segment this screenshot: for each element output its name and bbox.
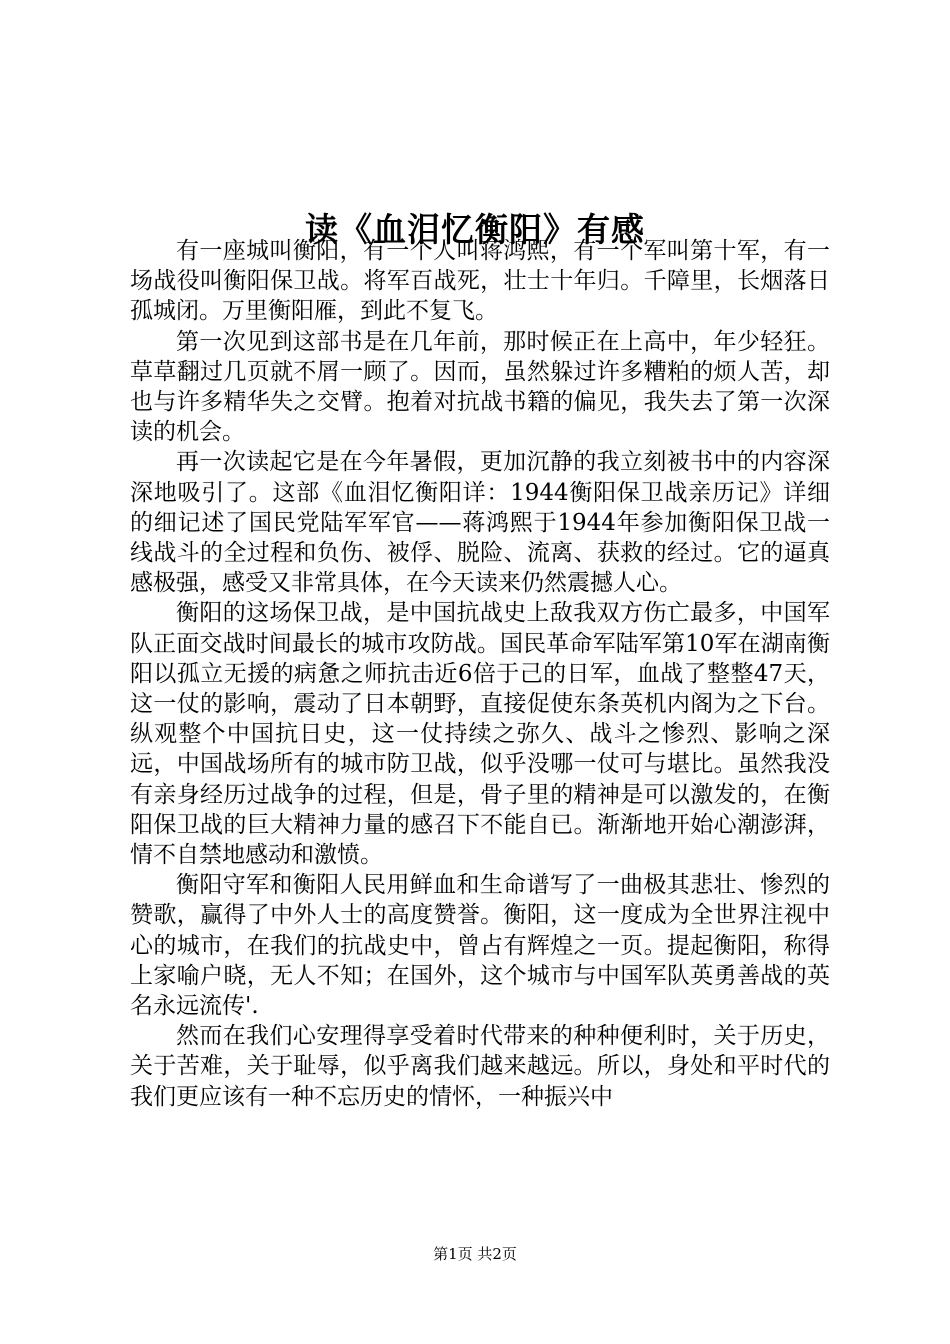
paragraph-6: 然而在我们心安理得享受着时代带来的种种便利时，关于历史，关于苦难，关于耻辱，似乎离我们越来越远。所以，身处和平时代的我们更应该有一种不忘历史的情怀，一种振兴中 xyxy=(130,1023,830,1110)
document-title: 读《血泪忆衡阳》有感 xyxy=(305,210,645,250)
paragraph-2: 第一次见到这部书是在几年前，那时候正在上高中，年少轻狂。草草翻过几页就不屑一顾了。因而，虽然躲过许多糟粕的烦人苦，却也与许多精华失之交臂。抱着对抗战书籍的偏见，我失去了第一次深读的机会。 xyxy=(130,328,830,446)
paragraph-1: 有一座城叫衡阳，有一个人叫蒋鸿熙，有一个军叫第十军，有一场战役叫衡阳保卫战。将军百战死，壮士十年归。千障里，长烟落日孤城闭。万里衡阳雁，到此不复飞。 xyxy=(130,238,830,325)
paragraph-4: 衡阳的这场保卫战，是中国抗战史上敌我双方伤亡最多，中国军队正面交战时间最长的城市攻防战。国民革命军陆军第10军在湖南衡阳以孤立无援的病惫之师抗击近6倍于己的日军，血战了整整47天，这一仗的影响，震动了日本朝野，直接促使东条英机内阁为之下台。纵观整个中国抗日史，这一仗持续之弥久、战斗之惨烈、影响之深远，中国战场所有的城市防卫战，似乎没哪一仗可与堪比。虽然我没有亲身经历过战争的过程，但是，骨子里的精神是可以激发的，在衡阳保卫战的巨大精神力量的感召下不能自已。渐渐地开始心潮澎湃，情不自禁地感动和激愤。 xyxy=(130,600,830,869)
paragraph-5: 衡阳守军和衡阳人民用鲜血和生命谱写了一曲极其悲壮、惨烈的赞歌，赢得了中外人士的高度赞誉。衡阳，这一度成为全世界注视中心的城市，在我们的抗战史中，曾占有辉煌之一页。提起衡阳，称得上家喻户晓，无人不知；在国外，这个城市与中国军队英勇善战的英名永远流传'. xyxy=(130,872,830,1020)
document-body xyxy=(130,236,830,1112)
paragraph-3: 再一次读起它是在今年暑假，更加沉静的我立刻被书中的内容深深地吸引了。这部《血泪忆衡阳详：1944衡阳保卫战亲历记》详细的细记述了国民党陆军军官——蒋鸿熙于1944年参加衡阳保卫战一线战斗的全过程和负伤、被俘、脱险、流离、获救的经过。它的逼真感极强，感受又非常具体，在今天读来仍然震撼人心。 xyxy=(130,449,830,597)
page-number-footer: 第1页 共2页 xyxy=(433,1245,517,1263)
